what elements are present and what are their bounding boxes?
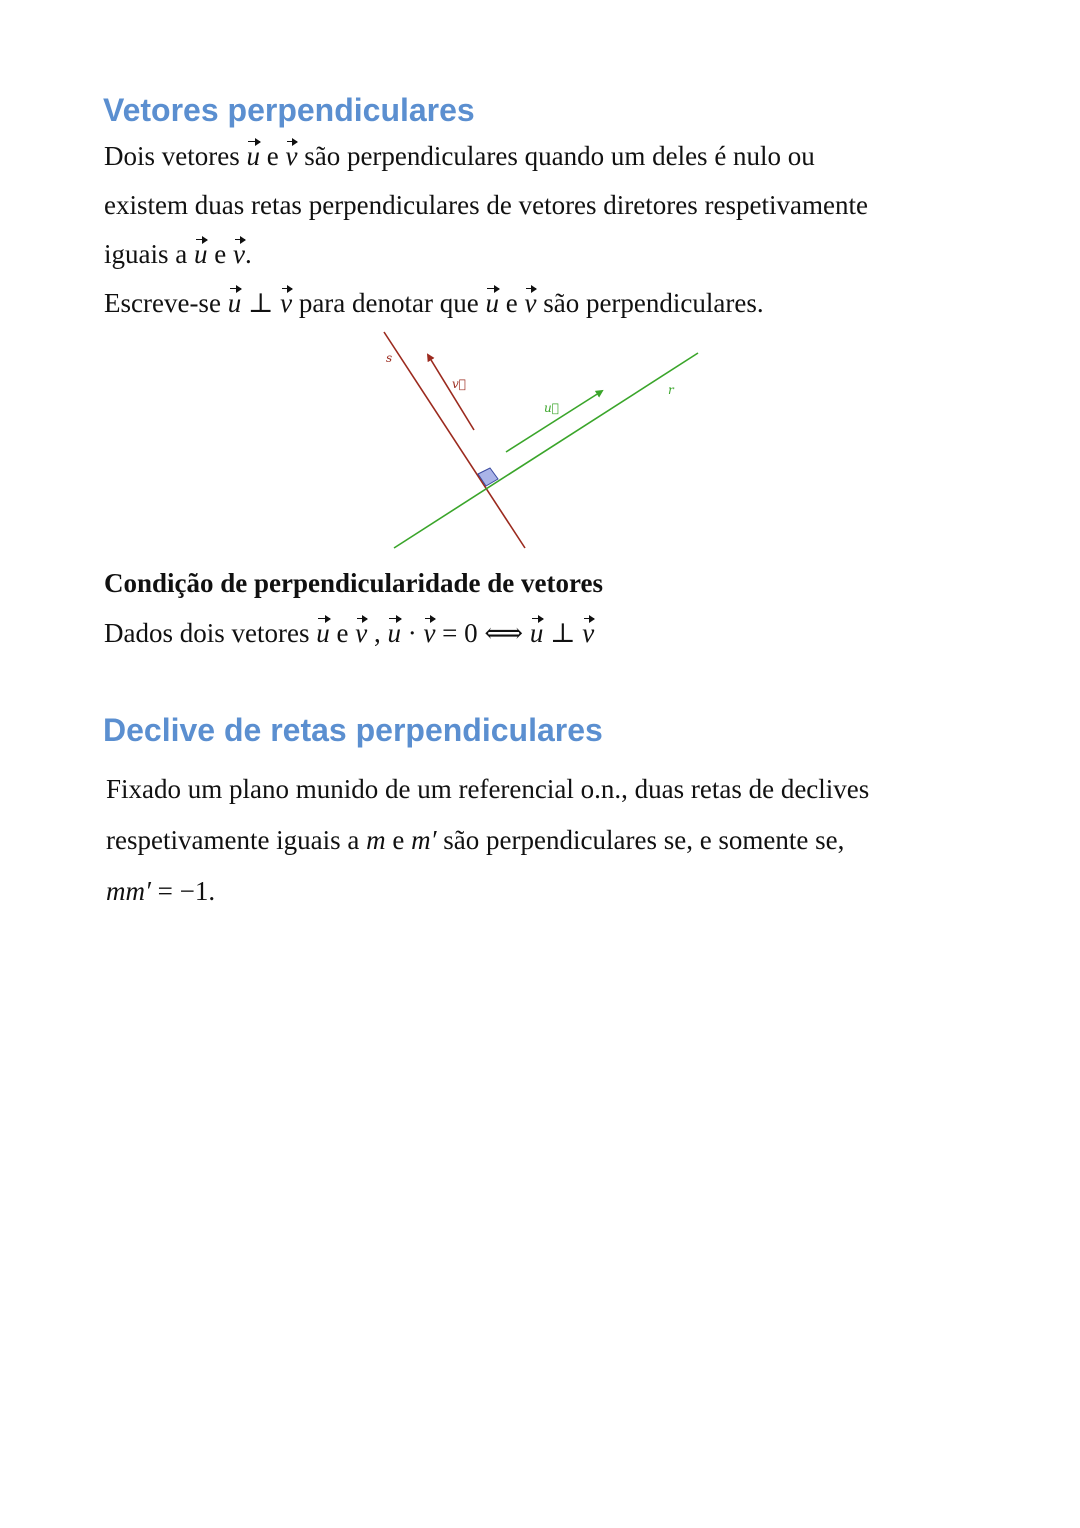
paragraph-line bbox=[106, 827, 844, 854]
text-fragment: e bbox=[498, 288, 525, 318]
vector-u: u bbox=[193, 239, 208, 269]
section-title-vetores-perpendiculares: Vetores perpendiculares bbox=[103, 92, 475, 128]
paragraph-line bbox=[104, 290, 764, 317]
vector-v: v bbox=[524, 288, 537, 318]
line-r bbox=[394, 353, 698, 548]
condition-title: Condição de perpendicularidade de vetores bbox=[104, 568, 603, 598]
text-fragment: para denotar que bbox=[292, 288, 486, 318]
line-s bbox=[384, 332, 525, 548]
variable-m: m bbox=[366, 825, 386, 855]
text-fragment: e bbox=[259, 141, 286, 171]
text-fragment: são perpendiculares. bbox=[536, 288, 764, 318]
vector-u: u bbox=[316, 618, 330, 648]
label-v: v⃗ bbox=[452, 377, 466, 391]
text-fragment: iguais a bbox=[104, 239, 194, 269]
variable-m-prime: m′ bbox=[411, 825, 437, 855]
vector-u: u bbox=[387, 618, 401, 648]
paragraph-line bbox=[106, 878, 215, 905]
text-fragment: , bbox=[367, 618, 388, 648]
text-fragment: Escreve-se bbox=[104, 288, 228, 318]
vector-v: v bbox=[423, 618, 436, 648]
text-fragment: são perpendiculares quando um deles é nulo ou bbox=[297, 141, 815, 171]
vector-v: v bbox=[285, 141, 298, 171]
vector-u: u bbox=[246, 141, 260, 171]
paragraph-line: Fixado um plano munido de um referencial o.n., duas retas de declives bbox=[106, 774, 870, 804]
paragraph-line: existem duas retas perpendiculares de vetores diretores respetivamente bbox=[104, 190, 868, 220]
vector-u: u bbox=[529, 618, 544, 648]
text-fragment: Dois vetores bbox=[104, 141, 247, 171]
label-r: r bbox=[668, 383, 674, 397]
perpendicular-symbol: ⊥ bbox=[241, 288, 281, 318]
text-fragment: e bbox=[207, 239, 233, 269]
section-title-declive: Declive de retas perpendiculares bbox=[103, 712, 603, 748]
paragraph-line bbox=[104, 241, 252, 268]
vector-v-arrow bbox=[428, 355, 474, 430]
product-mm-prime: mm′ bbox=[106, 876, 151, 906]
paragraph-line bbox=[104, 143, 815, 170]
text-fragment: e bbox=[329, 618, 356, 648]
vector-v: v bbox=[582, 618, 595, 648]
vector-u: u bbox=[227, 288, 242, 318]
text-fragment: são perpendiculares se, e somente se, bbox=[436, 825, 845, 855]
vector-v: v bbox=[280, 288, 293, 318]
text-fragment: respetivamente iguais a bbox=[106, 825, 367, 855]
text-fragment: = −1. bbox=[150, 876, 216, 906]
text-fragment: Dados dois vetores bbox=[104, 618, 317, 648]
equivalence-text: = 0 ⟺ bbox=[435, 618, 530, 648]
vector-u: u bbox=[485, 288, 499, 318]
text-fragment: . bbox=[244, 239, 252, 269]
condition-text bbox=[104, 620, 594, 647]
vector-v: v bbox=[232, 239, 245, 269]
vector-v: v bbox=[355, 618, 368, 648]
dot-symbol: · bbox=[400, 618, 424, 648]
text-fragment: e bbox=[385, 825, 412, 855]
perpendicular-symbol: ⊥ bbox=[543, 618, 583, 648]
label-u: u⃗ bbox=[544, 401, 559, 415]
perpendicular-lines-figure bbox=[380, 326, 710, 556]
label-s: s bbox=[386, 351, 393, 365]
